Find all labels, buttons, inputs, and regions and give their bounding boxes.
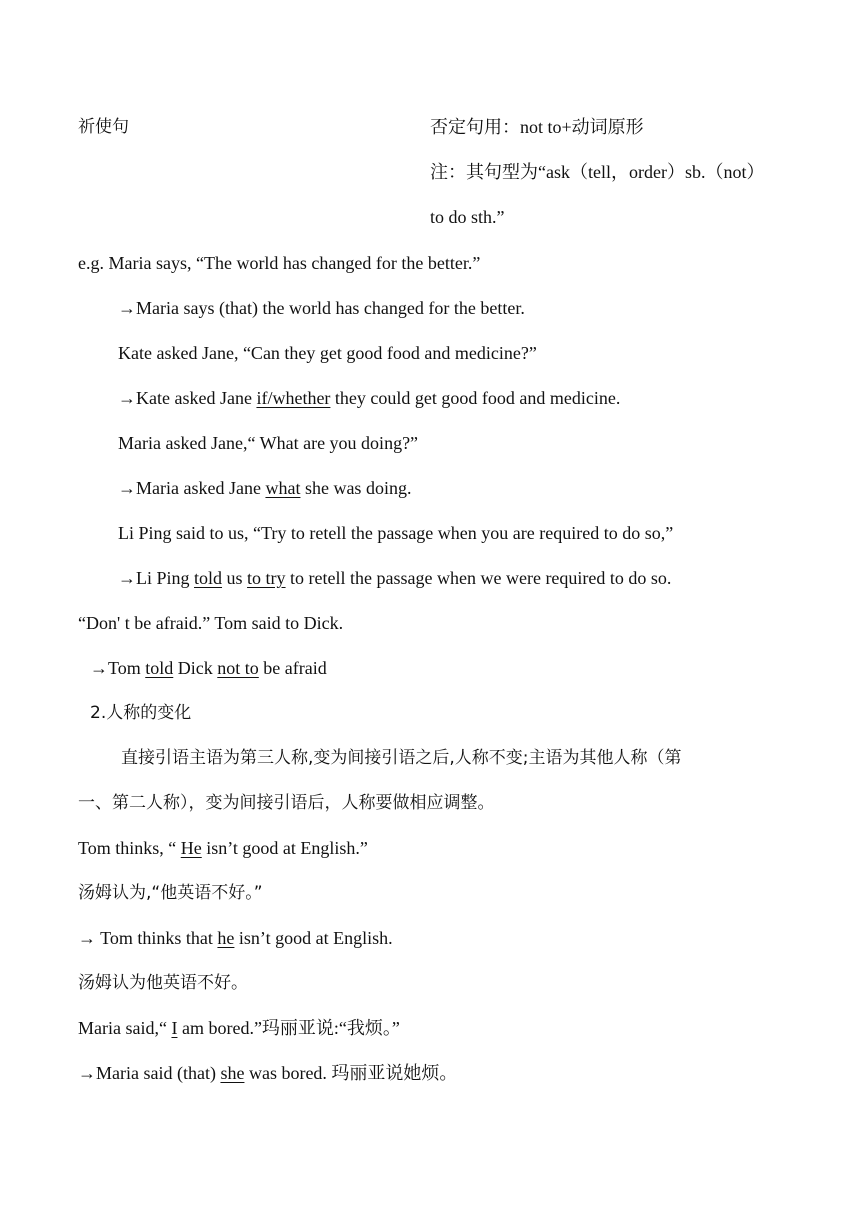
- tom-reported-post: isn’t good at English.: [234, 928, 393, 948]
- example-4-mid: us: [222, 568, 248, 588]
- maria-reported-underlined: she: [220, 1063, 245, 1083]
- example-1-direct: e.g. Maria says, “The world has changed for the better.”: [78, 253, 481, 273]
- maria-reported: [78, 1061, 457, 1085]
- section-2-heading: 2.人称的变化: [90, 703, 192, 723]
- example-4-underlined-told: told: [194, 568, 223, 588]
- imperative-label: 祈使句: [78, 117, 129, 137]
- example-2-direct: Kate asked Jane, “Can they get good food and medicine?”: [118, 343, 537, 363]
- maria-reported-post: was bored. 玛丽亚说她烦。: [244, 1063, 458, 1083]
- example-5-rest: be afraid: [258, 658, 327, 678]
- example-5-reported: [90, 656, 327, 680]
- tom-direct-translation: 汤姆认为,“他英语不好。”: [78, 883, 263, 903]
- example-1-reported: →Maria says (that) the world has changed for the better.: [118, 298, 525, 318]
- example-5-arrow-text: →Tom: [90, 658, 146, 678]
- tom-reported: [78, 926, 393, 950]
- pattern-note-line1: 注：其句型为“ask（tell，order）sb.（not）: [430, 162, 765, 182]
- example-5-mid: Dick: [173, 658, 218, 678]
- example-3-rest: she was doing.: [300, 478, 412, 498]
- example-5-underlined-told: told: [145, 658, 174, 678]
- example-4-arrow-text: →Li Ping: [118, 568, 195, 588]
- maria-reported-pre: →Maria said (that): [78, 1063, 221, 1083]
- tom-direct: [78, 836, 368, 860]
- example-4-reported: [118, 566, 671, 590]
- tom-direct-pre: Tom thinks, “: [78, 838, 181, 858]
- example-4-direct: Li Ping said to us, “Try to retell the passage when you are required to do so,”: [118, 523, 674, 543]
- example-2-rest: they could get good food and medicine.: [330, 388, 621, 408]
- tom-reported-translation: 汤姆认为他英语不好。: [78, 973, 248, 993]
- example-4-underlined-to-try: to try: [247, 568, 286, 588]
- example-2-underlined: if/whether: [256, 388, 331, 408]
- tom-reported-underlined: he: [217, 928, 235, 948]
- example-5-underlined-not-to: not to: [217, 658, 259, 678]
- section-2-paragraph-line1: 直接引语主语为第三人称,变为间接引语之后,人称不变;主语为其他人称（第: [121, 748, 682, 768]
- maria-direct-underlined: I: [171, 1018, 178, 1038]
- example-3-direct: Maria asked Jane,“ What are you doing?”: [118, 433, 419, 453]
- pattern-note-line2: to do sth.”: [430, 207, 505, 227]
- maria-direct: [78, 1016, 400, 1040]
- example-3-arrow-text: →Maria asked Jane: [118, 478, 266, 498]
- example-5-direct: “Don' t be afraid.” Tom said to Dick.: [78, 613, 344, 633]
- tom-reported-pre: → Tom thinks that: [78, 928, 218, 948]
- section-2-paragraph-line2: 一、第二人称），变为间接引语后，人称要做相应调整。: [78, 793, 495, 813]
- maria-direct-post: am bored.”玛丽亚说:“我烦。”: [177, 1018, 400, 1038]
- maria-direct-pre: Maria said,“: [78, 1018, 172, 1038]
- example-3-reported: [118, 476, 411, 500]
- example-4-rest: to retell the passage when we were required to do so.: [285, 568, 672, 588]
- example-2-reported: [118, 386, 620, 410]
- example-2-arrow-text: →Kate asked Jane: [118, 388, 257, 408]
- negative-rule: 否定句用：not to+动词原形: [430, 117, 644, 137]
- example-3-underlined: what: [265, 478, 301, 498]
- tom-direct-post: isn’t good at English.”: [201, 838, 368, 858]
- tom-direct-underlined: He: [180, 838, 202, 858]
